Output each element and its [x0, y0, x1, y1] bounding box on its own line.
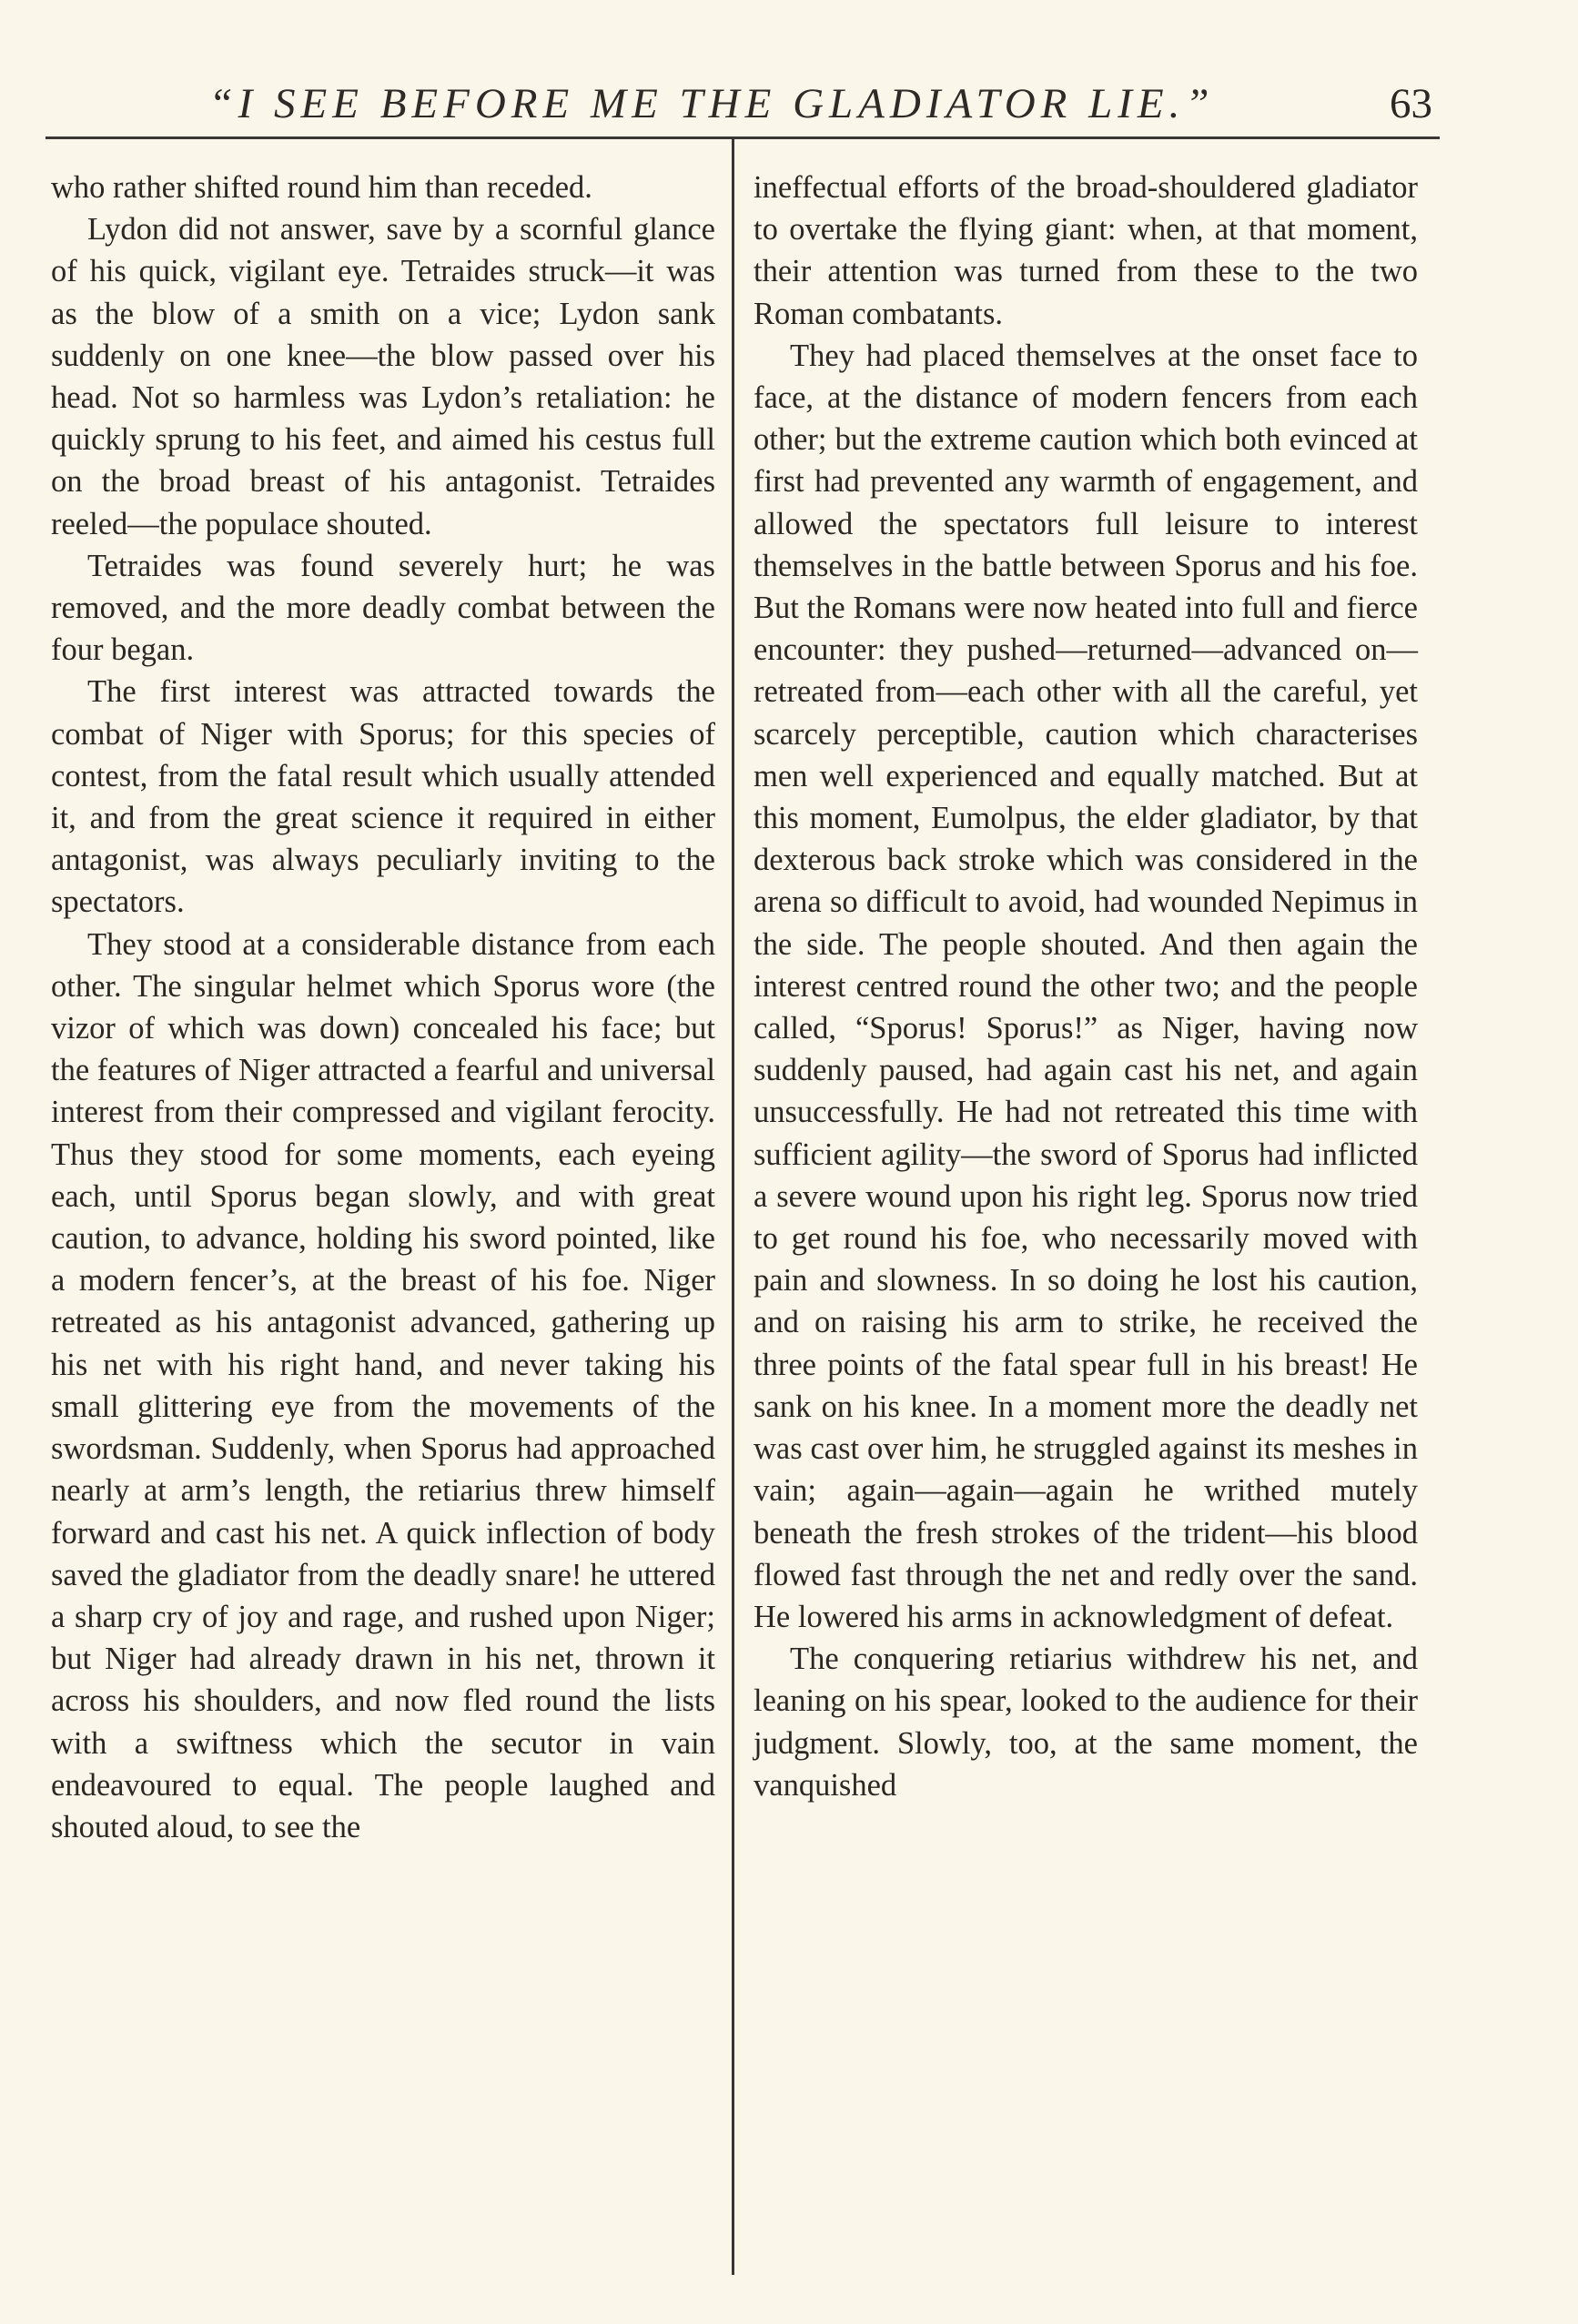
paragraph: They stood at a considerable distance from each other. The singular helmet which Sporus wore (the vizor of which was down) concealed his face; but the features of Niger attracted a fearful and universal interest from their compressed and vigilant ferocity. Thus they stood for some moments, each eyeing each, until Sporus began slowly, and with great caution, to advance, holding his sword pointed, like a modern fencer’s, at the breast of his foe. Niger retreated as his antagonist advanced, gathering up his net with his right hand, and never taking his small glittering eye from the movements of the swordsman. Suddenly, when Sporus had approached nearly at arm’s length, the retiarius threw himself forward and cast his net. A quick inflection of body saved the gladiator from the deadly snare! he uttered a sharp cry of joy and rage, and rushed upon Niger; but Niger had already drawn in his net, thrown it across his shoulders, and now fled round the lists with a swiftness which the secutor in vain endeavoured to equal. The people laughed and shouted aloud, to see the: [51, 926, 715, 1844]
column-divider: [732, 136, 734, 2275]
paragraph: ineffectual efforts of the broad-shouldered gladiator to overtake the flying giant: when, at that moment, their attention was turned from these to the two Roman combatants.: [754, 170, 1418, 331]
paragraph: Tetraides was found severely hurt; he was removed, and the more deadly combat between the four began.: [51, 548, 715, 668]
paragraph: who rather shifted round him than receded.: [51, 170, 592, 205]
running-title: “I SEE BEFORE ME THE GLADIATOR LIE.”: [208, 80, 1215, 127]
header-rule: [46, 136, 1440, 139]
paragraph: Lydon did not answer, save by a scornful glance of his quick, vigilant eye. Tetraides struck—it was as the blow of a smith on a vice; Lydon sank suddenly on one knee—the blow passed over his head. Not so harmless was Lydon’s retaliation: he quickly sprung to his feet, and aimed his cestus full on the broad breast of his antagonist. Tetraides reeled—the populace shouted.: [51, 212, 715, 541]
right-column: [754, 167, 1418, 1806]
page-number: 63: [1390, 80, 1432, 127]
paragraph: The first interest was attracted towards the combat of Niger with Sporus; for this species of contest, from the fatal result which usually attended it, and from the great science it required in either antagonist, was always peculiarly inviting to the spectators.: [51, 674, 715, 920]
paragraph: They had placed themselves at the onset face to face, at the distance of modern fencers from each other; but the extreme caution which both evinced at first had prevented any warmth of engagement, and allowed the spectators full leisure to interest themselves in the battle between Sporus and his foe. But the Romans were now heated into full and fierce encounter: they pushed—returned—advanced on—retreated from—each other with all the careful, yet scarcely perceptible, caution which characterises men well experienced and equally matched. But at this moment, Eumolpus, the elder gladiator, by that dexterous back stroke which was considered in the arena so difficult to avoid, had wounded Nepimus in the side. The people shouted. And then again the interest centred round the other two; and the people called, “Sporus! Sporus!” as Niger, having now suddenly paused, had again cast his net, and again unsuccessfully. He had not retreated this time with sufficient agility—the sword of Sporus had inflicted a severe wound upon his right leg. Sporus now tried to get round his foe, who necessarily moved with pain and slowness. In so doing he lost his caution, and on raising his arm to strike, he received the three points of the fatal spear full in his breast! He sank on his knee. In a moment more the deadly net was cast over him, he struggled against its meshes in vain; again—again—again he writhed mutely beneath the fresh strokes of the trident—his blood flowed fast through the net and redly over the sand. He lowered his arms in acknowledgment of defeat.: [754, 338, 1418, 1634]
paragraph: The conquering retiarius withdrew his net, and leaning on his spear, looked to the audience for their judgment. Slowly, too, at the same moment, the vanquished: [754, 1642, 1418, 1803]
left-column: [51, 167, 715, 1848]
page-header: [46, 71, 1432, 136]
